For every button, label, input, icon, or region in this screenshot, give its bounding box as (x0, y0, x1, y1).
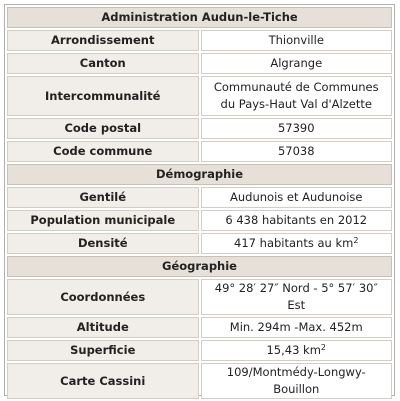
value-arrondissement: Thionville (201, 30, 393, 51)
row-code-postal (7, 118, 392, 139)
label-arrondissement: Arrondissement (7, 30, 199, 51)
section-administration (7, 7, 392, 28)
value-gentile: Audunois et Audunoise (201, 187, 393, 208)
row-altitude (7, 317, 392, 338)
value-superficie-exponent: 2 (320, 343, 327, 352)
row-carte-cassini (7, 363, 392, 399)
label-population: Population municipale (7, 210, 199, 231)
value-coordonnees: 49° 28′ 27″ Nord - 5° 57′ 30″ Est (201, 279, 393, 315)
section-demographie (7, 164, 392, 185)
value-code-postal: 57390 (201, 118, 393, 139)
value-carte-cassini: 109/Montmédy-Longwy-Bouillon (201, 363, 393, 399)
row-canton (7, 53, 392, 74)
value-superficie-text: 15,43 km (266, 343, 321, 357)
row-superficie (7, 340, 392, 361)
label-code-postal: Code postal (7, 118, 199, 139)
label-carte-cassini: Carte Cassini (7, 363, 199, 399)
row-population (7, 210, 392, 231)
value-densite-text: 417 habitants au km (234, 236, 354, 250)
infobox-table (5, 5, 394, 401)
row-densite (7, 233, 392, 254)
value-intercommunalite-line2: du Pays-Haut Val d'Alzette (220, 97, 372, 111)
label-altitude: Altitude (7, 317, 199, 338)
value-altitude: Min. 294m -Max. 452m (201, 317, 393, 338)
value-densite (201, 233, 393, 254)
label-code-commune: Code commune (7, 141, 199, 162)
commune-infobox (4, 4, 395, 396)
value-densite-exponent: 2 (353, 236, 359, 245)
row-gentile (7, 187, 392, 208)
heading-geographie: Géographie (7, 256, 392, 277)
label-coordonnees: Coordonnées (7, 279, 199, 315)
value-code-commune: 57038 (201, 141, 393, 162)
label-superficie: Superficie (7, 340, 199, 361)
value-superficie (201, 340, 393, 361)
value-canton: Algrange (201, 53, 393, 74)
value-intercommunalite (201, 76, 393, 116)
heading-demographie: Démographie (7, 164, 392, 185)
row-coordonnees (7, 279, 392, 315)
label-densite: Densité (7, 233, 199, 254)
value-intercommunalite-line1: Communauté de Communes (213, 80, 379, 94)
label-intercommunalite: Intercommunalité (7, 76, 199, 116)
row-intercommunalite (7, 76, 392, 116)
infobox-title: Administration Audun-le-Tiche (7, 7, 392, 28)
row-code-commune (7, 141, 392, 162)
label-gentile: Gentilé (7, 187, 199, 208)
value-population: 6 438 habitants en 2012 (201, 210, 393, 231)
label-canton: Canton (7, 53, 199, 74)
section-geographie (7, 256, 392, 277)
row-arrondissement (7, 30, 392, 51)
